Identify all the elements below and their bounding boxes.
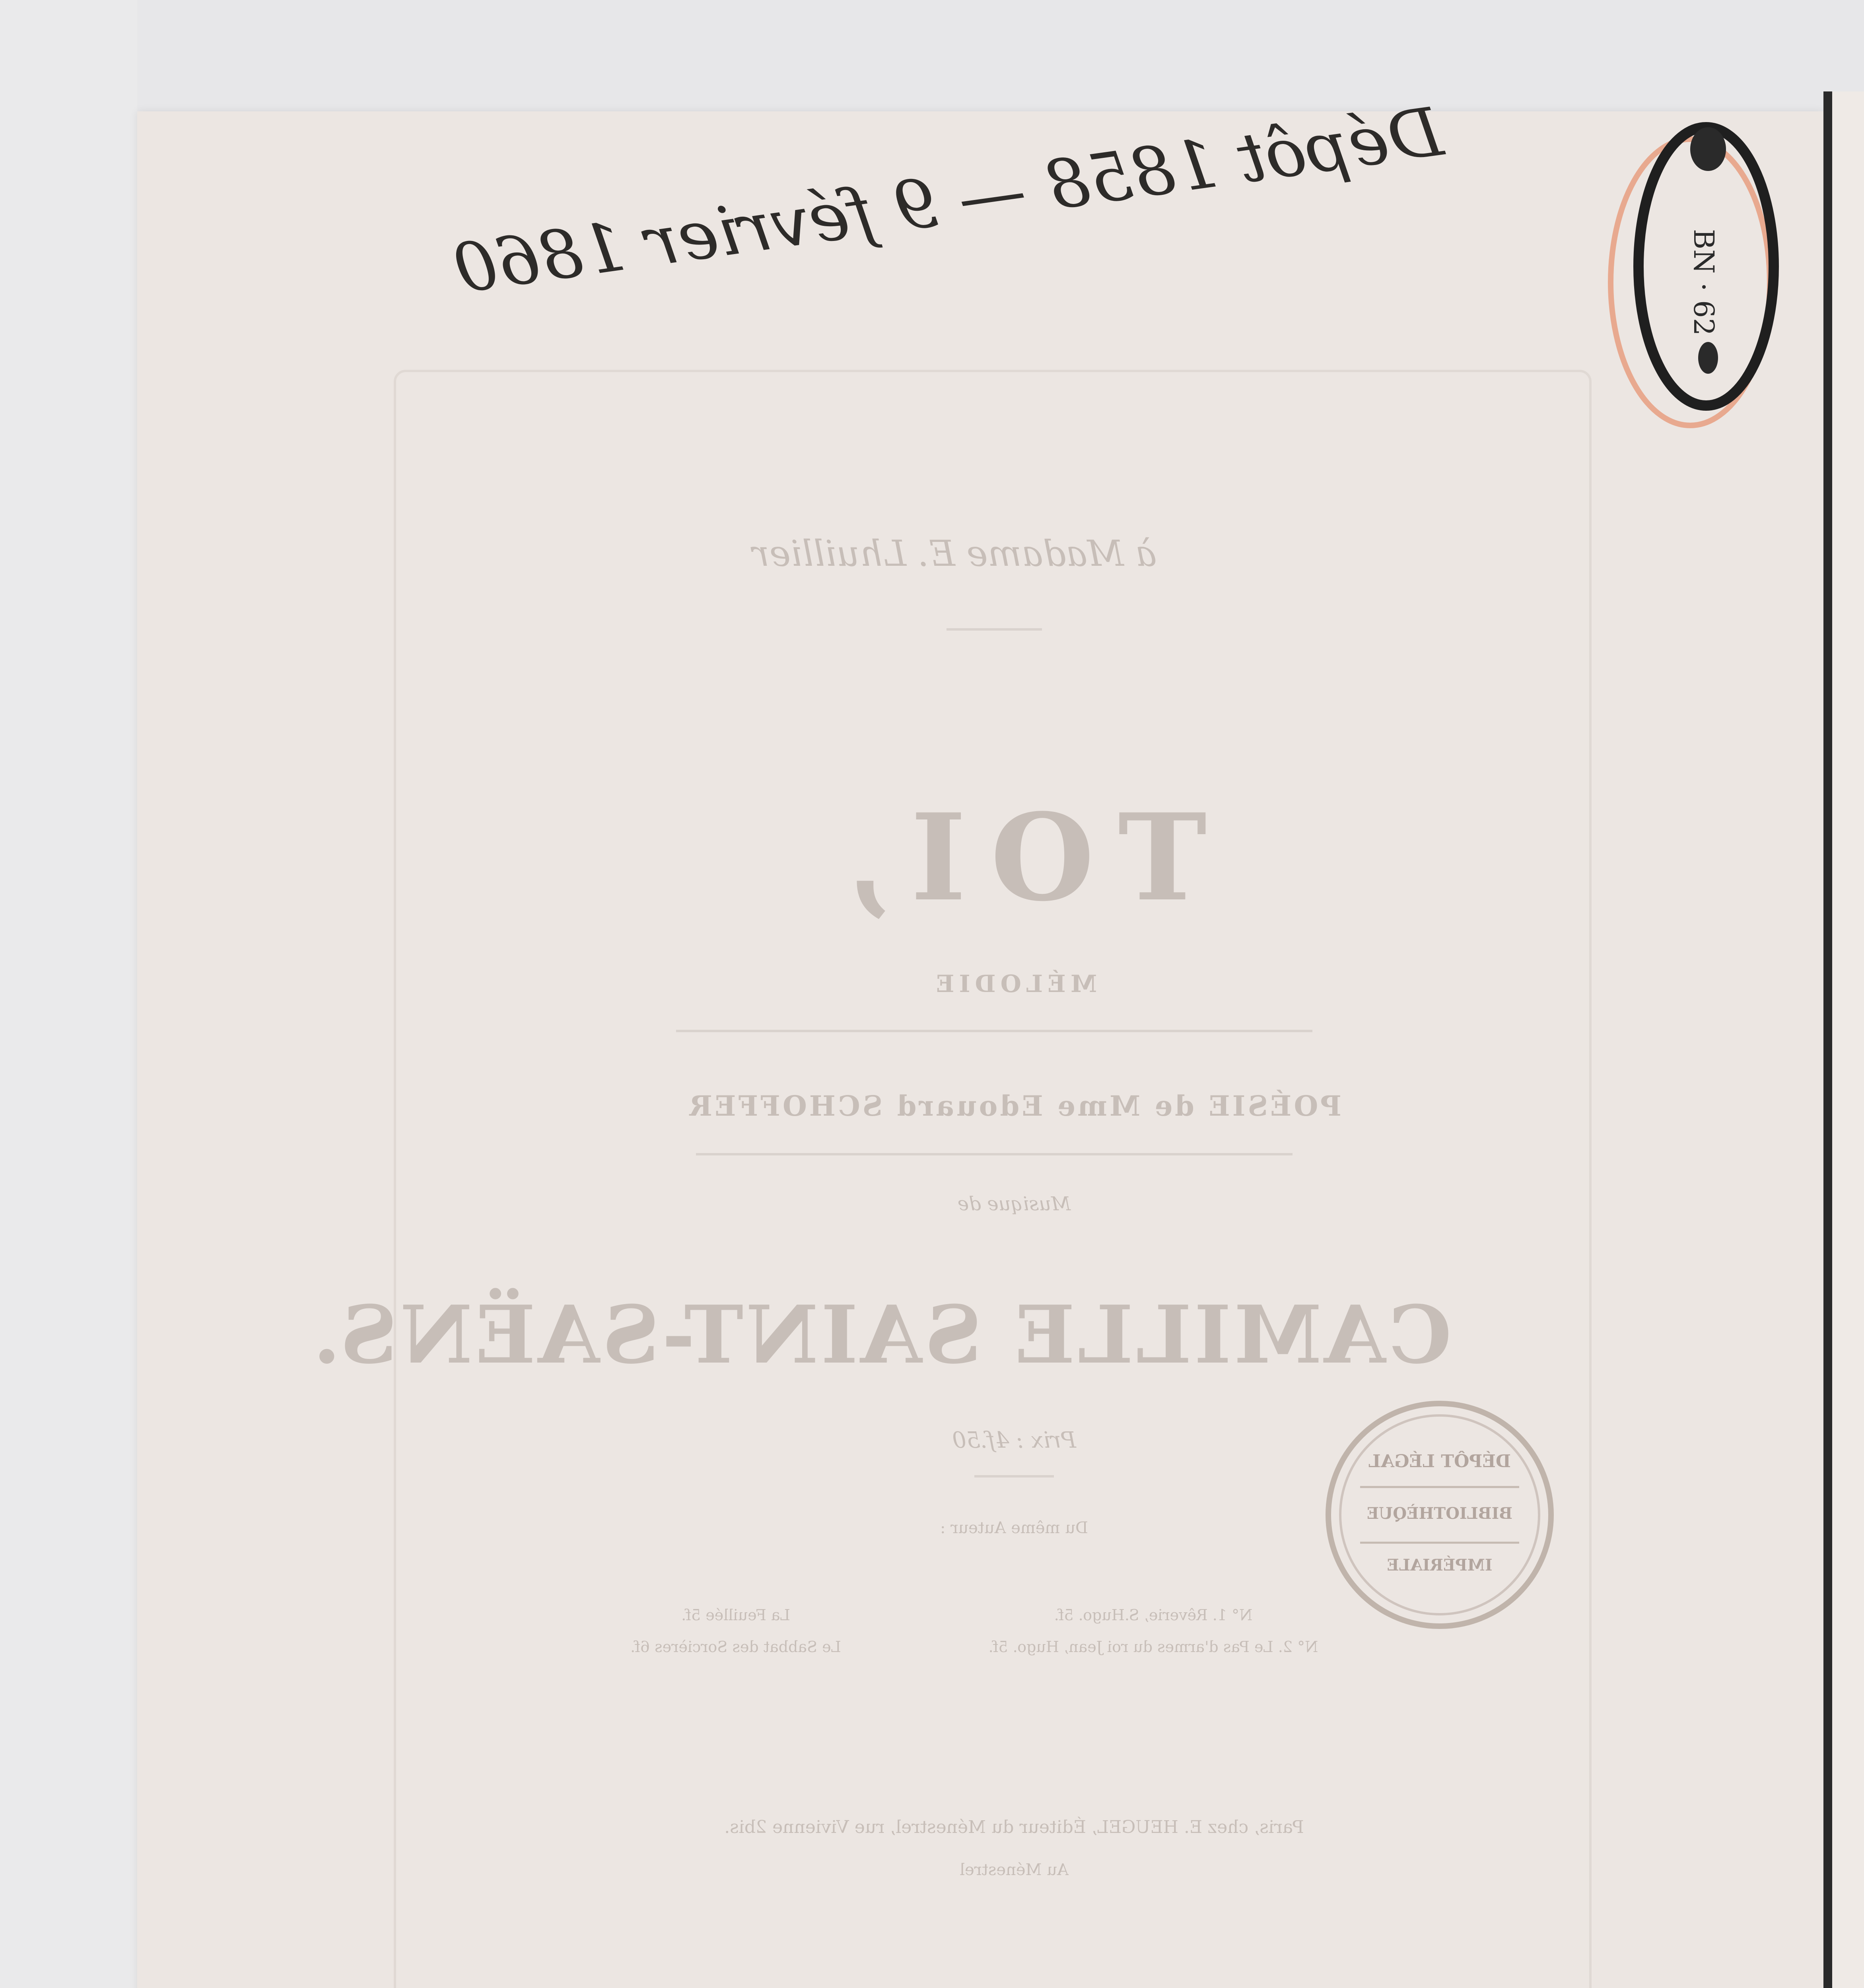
shelfmark-text: BN · 62 xyxy=(1687,229,1720,336)
arrangement-left-1: N° 1. Rêverie, S.Hugo. 5f. xyxy=(1054,1606,1253,1624)
publisher: Paris, chez E. HEUGEL, Éditeur du Ménestrel, rue Vivienne 2bis. xyxy=(724,1817,1304,1837)
publisher-sub: Au Ménestrel xyxy=(960,1861,1069,1879)
poem-credit: POÉSIE de Mme Edouard SCHOFFER xyxy=(686,1089,1342,1122)
song-title: TOI, xyxy=(821,787,1207,928)
arrangements-header: Du même Auteur : xyxy=(940,1519,1088,1537)
stamp-line-3: IMPÉRIALE xyxy=(1387,1556,1493,1574)
depot-legal-stamp xyxy=(1316,1392,1563,1638)
ink-blot xyxy=(1698,342,1718,374)
ink-blot xyxy=(1690,127,1726,171)
divider xyxy=(947,628,1042,631)
composer-name: CAMILLE SAINT-SAËNS. xyxy=(310,1288,1452,1382)
left-page-fold xyxy=(0,0,137,1988)
price: Prix : 4f.50 xyxy=(952,1427,1076,1453)
divider xyxy=(676,1030,1312,1032)
handwritten-note: Dépôt 1858 — 9 février 1860 xyxy=(449,92,1448,309)
divider xyxy=(696,1153,1293,1155)
stamp-line-2: BIBLIOTHÈQUE xyxy=(1366,1504,1513,1523)
divider xyxy=(974,1475,1054,1477)
right-page-edge xyxy=(1823,91,1864,1988)
song-genre: MÉLODIE xyxy=(931,970,1097,998)
arrangement-left-2: N° 2. Le Pas d'armes du roi Jean, Hugo. 5f. xyxy=(988,1638,1318,1656)
music-by-label: Musique de xyxy=(957,1193,1071,1215)
arrangement-right-1: La Feuillée 5f. xyxy=(681,1606,790,1624)
dedication: à Madame E. Lhuillier xyxy=(752,533,1157,575)
ornamental-frame xyxy=(310,370,1592,1988)
stamp-line-1: DÉPÔT LÉGAL xyxy=(1368,1451,1511,1472)
arrangement-right-2: Le Sabbat des Sorcières 6f. xyxy=(630,1638,841,1656)
